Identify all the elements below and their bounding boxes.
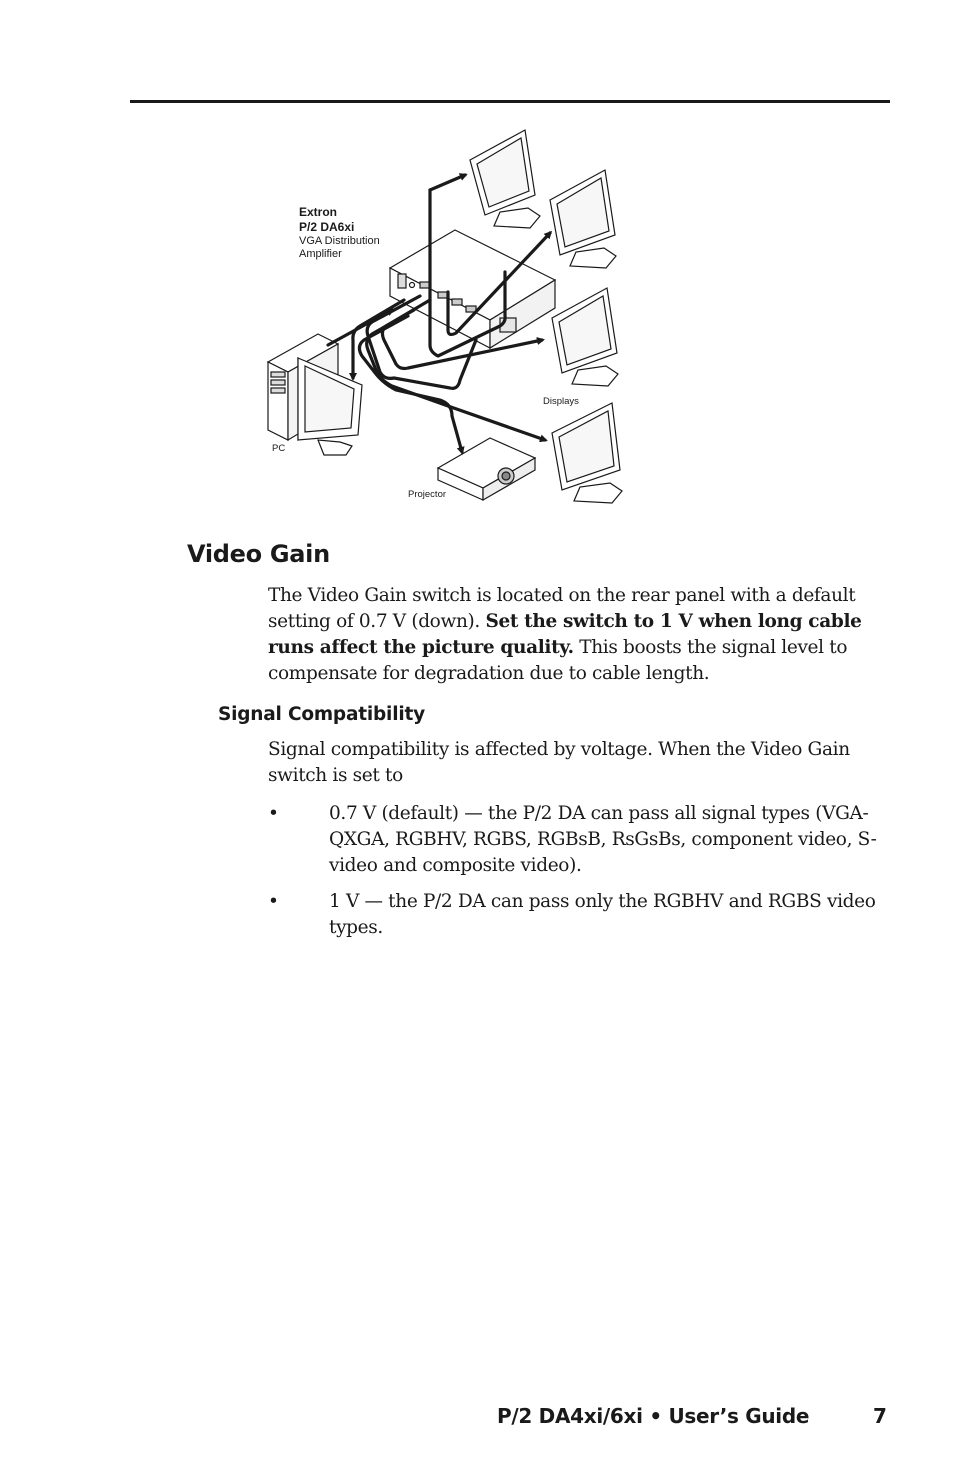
projector-label: Projector: [408, 489, 447, 500]
bullet-mark: •: [268, 891, 279, 912]
device-desc-line1: VGA Distribution: [299, 235, 380, 247]
distribution-amplifier: [390, 230, 555, 348]
pc-label: PC: [272, 443, 286, 454]
display-monitor-4: [552, 403, 622, 503]
para1-start: The Video Gain switch is located on the rear panel with a default setting of 0.7 V (down).: [268, 585, 856, 632]
para1-bold: Set the switch to 1 V when long cable runs affect the picture quality.: [268, 611, 862, 658]
header-rule: [130, 100, 890, 103]
video-gain-paragraph: [268, 583, 898, 687]
device-model-label: P/2 DA6xi: [299, 220, 355, 234]
para1-end: This boosts the signal level to compensate for degradation due to cable length.: [268, 637, 848, 684]
display-monitor-1: [470, 130, 540, 228]
footer-title: P/2 DA4xi/6xi • User’s Guide: [497, 1404, 810, 1428]
displays-label: Displays: [543, 396, 579, 407]
display-monitor-3: [552, 288, 618, 386]
device-desc-line2: Amplifier: [299, 248, 342, 260]
connection-diagram: [260, 125, 640, 515]
projector: [438, 438, 535, 500]
list-item: [268, 801, 898, 881]
list-item: [268, 889, 898, 945]
display-monitor-2: [550, 170, 616, 268]
section-title: Video Gain: [187, 540, 330, 568]
bullet-mark: •: [268, 803, 279, 824]
signal-compat-intro: Signal compatibility is affected by voltage. When the Video Gain switch is set to: [268, 739, 850, 786]
device-brand-label: Extron: [299, 205, 338, 219]
bullet-text: 0.7 V (default) — the P/2 DA can pass all signal types (VGA-QXGA, RGBHV, RGBS, RGBsB, RsGsBs, component video, S-video and composite video).: [329, 803, 877, 876]
subsection-title: Signal Compatibility: [218, 704, 425, 725]
page-number: 7: [873, 1404, 887, 1428]
bullet-text: 1 V — the P/2 DA can pass only the RGBHV and RGBS video types.: [329, 891, 876, 938]
